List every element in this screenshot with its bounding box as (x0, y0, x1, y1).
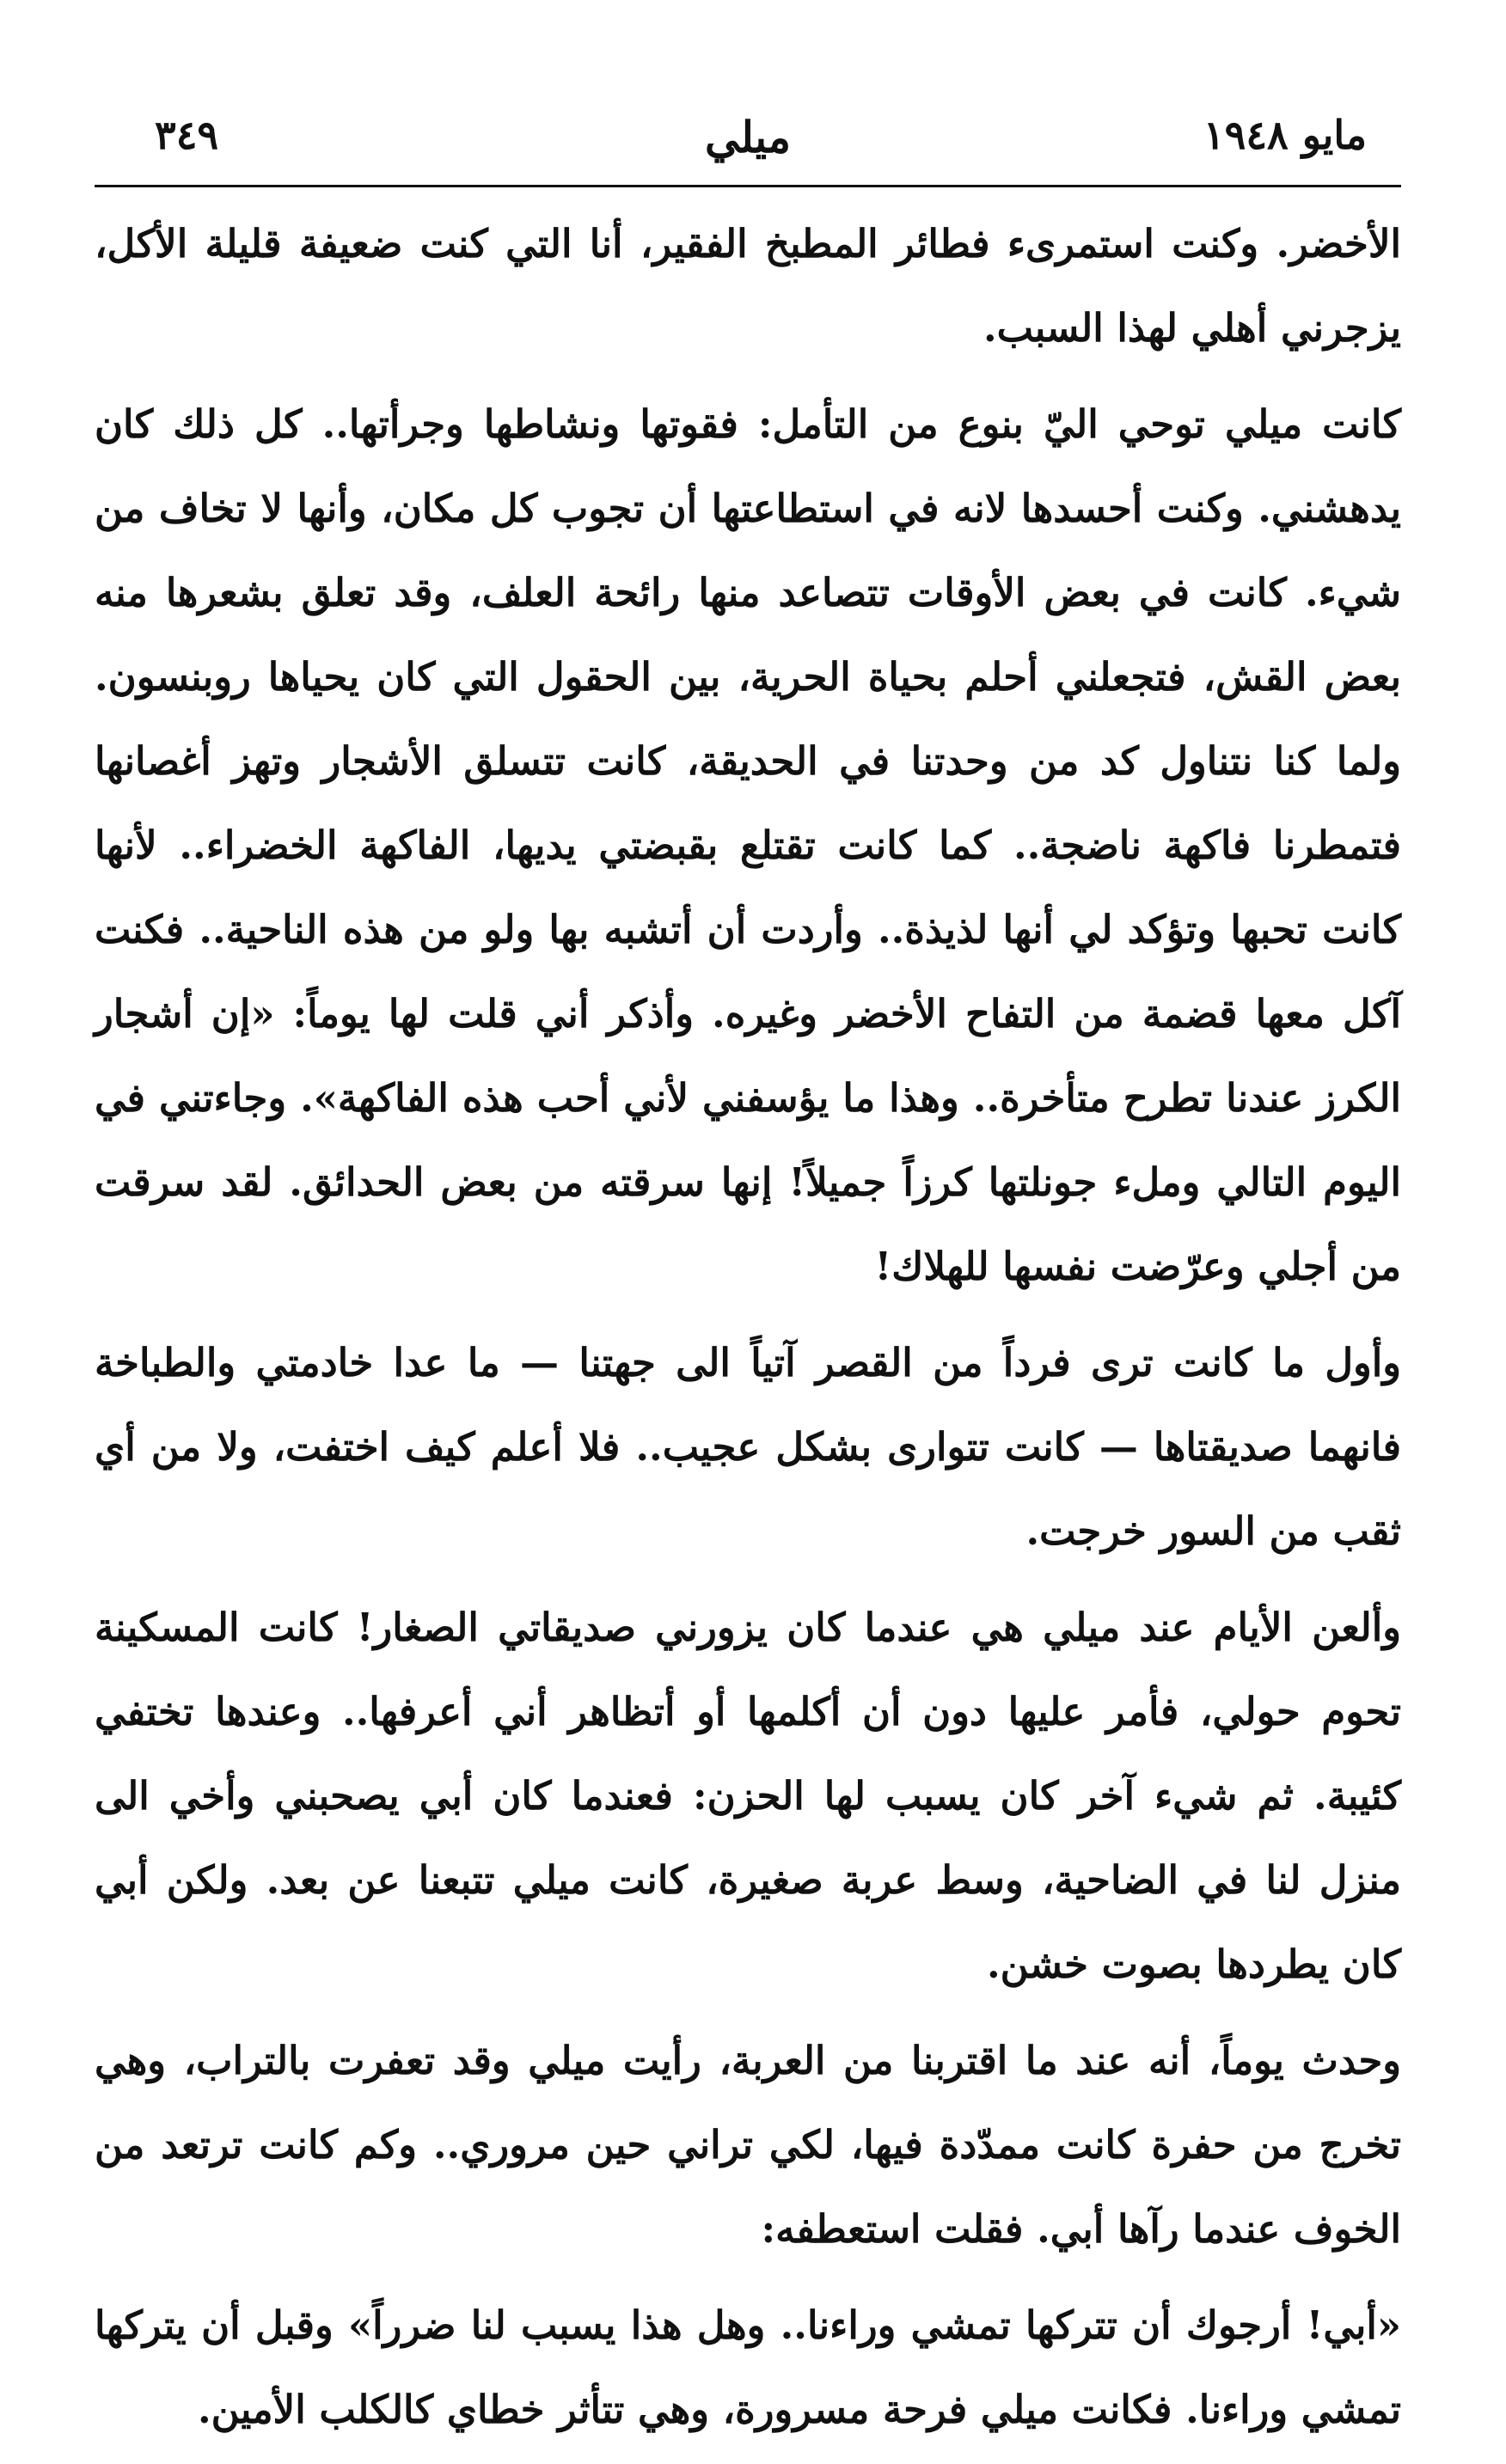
running-title: ميلي (704, 112, 792, 162)
paragraph-3: وأول ما كانت ترى فرداً من القصر آتياً الى جهتنا — ما عدا خادمتي والطباخة فانهما صديقتاها — كانت تتوارى بشكل عجيب.. فلا أعلم كيف اختفت، ولا من أي ثقب من السور خرجت. (95, 1340, 1401, 1554)
paragraph-6: «أبي! أرجوك أن تتركها تمشي وراءنا.. وهل هذا يسبب لنا ضرراً» وقبل أن يتركها تمشي وراءنا. فكانت ميلي فرحة مسرورة، وهي تتأثر خطاي كالكلب الأمين. (95, 2302, 1401, 2432)
paragraph-5: وحدث يوماً، أنه عند ما اقتربنا من العربة، رأيت ميلي وقد تعفرت بالتراب، وهي تخرج من حفرة كانت ممدّدة فيها، لكي تراني حين مروري.. وكم كانت ترتعد من الخوف عندما رآها أبي. فقلت استعطفه: (95, 2038, 1401, 2252)
paragraph-4: وألعن الأيام عند ميلي هي عندما كان يزورني صديقاتي الصغار! كانت المسكينة تحوم حولي، فأمر عليها دون أن أكلمها أو أتظاهر أني أعرفها.. وعندها تختفي كئيبة. ثم شيء آخر كان يسبب لها الحزن: فعندما كان أبي يصحبني وأخي الى منزل لنا في الضاحية، وسط عربة صغيرة، كانت ميلي تتبعنا عن بعد. ولكن أبي كان يطردها بصوت خشن. (95, 1605, 1401, 1987)
running-header (95, 103, 1401, 180)
paragraph-2: كانت ميلي توحي اليّ بنوع من التأمل: فقوتها ونشاطها وجرأتها.. كل ذلك كان يدهشني. وكنت أحسدها لانه في استطاعتها أن تجوب كل مكان، وأنها لا تخاف من شيء. كانت في بعض الأوقات تتصاعد منها رائحة العلف، وقد تعلق بشعرها منه بعض القش، فتجعلني أحلم بحياة الحرية، بين الحقول التي كان يحياها روبنسون. ولما كنا نتناول كد من وحدتنا في الحديقة، كانت تتسلق الأشجار وتهز أغصانها فتمطرنا فاكهة ناضجة.. كما كانت تقتلع بقبضتي يديها، الفاكهة الخضراء.. لأنها كانت تحبها وتؤكد لي أنها لذيذة.. وأردت أن أتشبه بها ولو من هذه الناحية.. فكنت آكل معها قضمة من التفاح الأخضر وغيره. وأذكر أني قلت لها يوماً: «إن أشجار الكرز عندنا تطرح متأخرة.. وهذا ما يؤسفني لأني أحب هذه الفاكهة». وجاءتني في اليوم التالي وملء جونلتها كرزاً جميلاً! إنها سرقته من بعض الحدائق. لقد سرقت من أجلي وعرّضت نفسها للهلاك! (95, 401, 1401, 1289)
issue-date: مايو ١٩٤٨ (1203, 112, 1367, 158)
header-divider (95, 185, 1401, 187)
page-number: ٣٤٩ (155, 112, 219, 158)
paragraph-1: الأخضر. وكنت استمرىء فطائر المطبخ الفقير، أنا التي كنت ضعيفة قليلة الأكل، يزجرني أهلي لهذا السبب. (95, 221, 1401, 351)
body-text (95, 202, 1401, 2464)
